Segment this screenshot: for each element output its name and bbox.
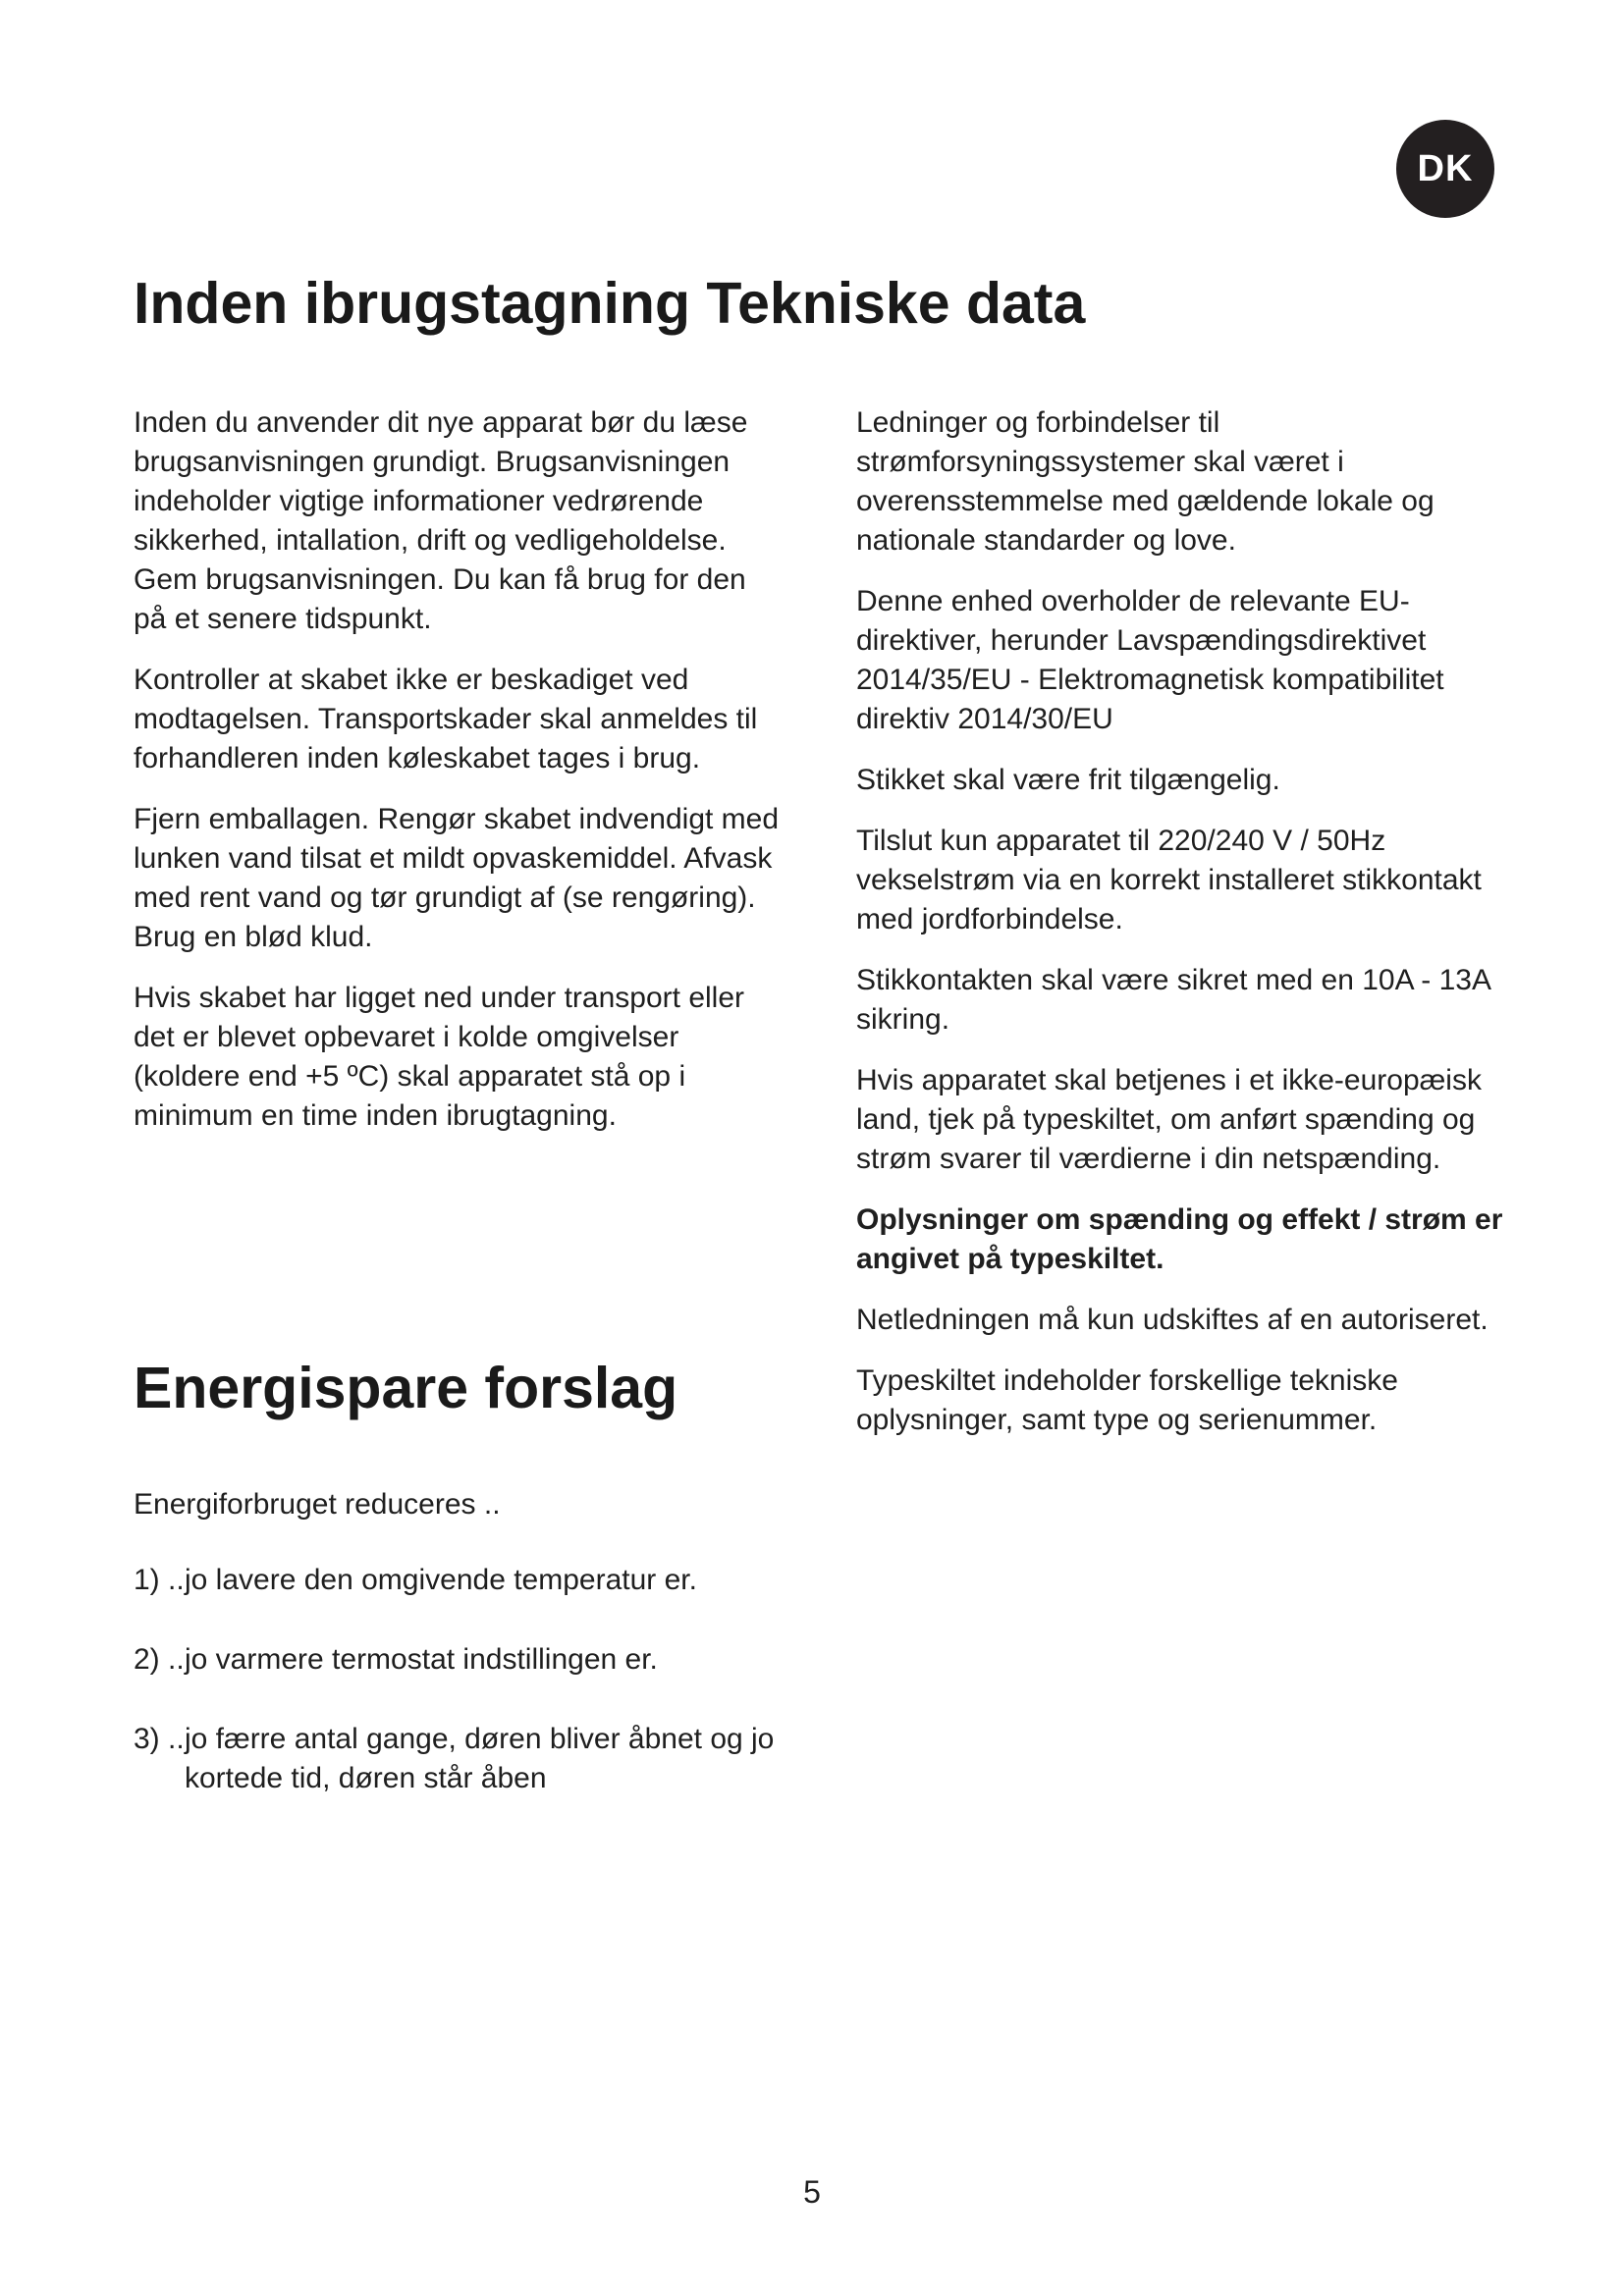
paragraph-plug-accessible: Stikket skal være frit tilgængelig.: [856, 764, 1280, 796]
paragraph-remove-packaging: Fjern emballagen. Rengør skabet indvendigt med lunken vand tilsat et mildt opvaskemiddel. Afvask med rent vand og tør grundigt af (se rengøring). Brug en blød klud.: [134, 803, 780, 953]
left-column: [134, 403, 782, 1157]
list-item-number: 1) ..: [134, 1564, 185, 1596]
paragraph-fuse: Stikkontakten skal være sikret med en 10A - 13A sikring.: [856, 964, 1490, 1036]
paragraph-transport-upright: Hvis skabet har ligget ned under transport eller det er blevet opbevaret i kolde omgivelser (koldere end +5 ºC) skal apparatet stå op i minimum en time inden ibrugtagning.: [134, 982, 745, 1132]
right-column: [856, 403, 1524, 1462]
paragraph-rating-plate-info: Typeskiltet indeholder forskellige tekniske oplysninger, samt type og serienummer.: [856, 1364, 1398, 1436]
list-item: [134, 1640, 821, 1680]
paragraph-check-damage: Kontroller at skabet ikke er beskadiget ved modtagelsen. Transportskader skal anmeldes til forhandleren inden køleskabet tages i brug.: [134, 664, 758, 774]
paragraph-voltage-connection: Tilslut kun apparatet til 220/240 V / 50Hz vekselstrøm via en korrekt installeret stikkontakt med jordforbindelse.: [856, 825, 1482, 935]
paragraph-wiring-standards: Ledninger og forbindelser til strømforsyningssystemer skal været i overensstemmelse med gældende lokale og nationale standarder og love.: [856, 406, 1435, 557]
list-item-text: jo lavere den omgivende temperatur er.: [185, 1564, 697, 1596]
list-item: [134, 1720, 821, 1798]
list-item-text: jo færre antal gange, døren bliver åbnet og jo kortede tid, døren står åben: [185, 1723, 775, 1794]
paragraph-rating-plate-note: Oplysninger om spænding og effekt / strøm er angivet på typeskiltet.: [856, 1203, 1503, 1275]
energy-intro: Energiforbruget reduceres ..: [134, 1488, 501, 1521]
energy-tips-list: [134, 1561, 821, 1798]
paragraph-power-cord: Netledningen må kun udskiftes af en autoriseret.: [856, 1304, 1489, 1336]
paragraph-read-manual: Inden du anvender dit nye apparat bør du læse brugsanvisningen grundigt. Brugsanvisningen indeholder vigtige informationer vedrørende sikkerhed, intallation, drift og vedligeholdelse. Gem brugsanvisningen. Du kan få brug for den på et senere tidspunkt.: [134, 406, 748, 635]
paragraph-eu-directives: Denne enhed overholder de relevante EU-direktiver, herunder Lavspændingsdirektivet 2014/35/EU - Elektromagnetisk kompatibilitet direktiv 2014/30/EU: [856, 585, 1444, 735]
energy-section-title: Energispare forslag: [134, 1356, 678, 1420]
language-badge-dk: DK: [1396, 120, 1494, 218]
list-item: [134, 1561, 821, 1600]
list-item-number: 3) ..: [134, 1723, 185, 1755]
page-number: 5: [803, 2174, 821, 2210]
paragraph-non-european: Hvis apparatet skal betjenes i et ikke-europæisk land, tjek på typeskiltet, om anført spænding og strøm svarer til værdierne i din netspænding.: [856, 1064, 1482, 1175]
energy-section: [134, 1485, 821, 1839]
list-item-text: jo varmere termostat indstillingen er.: [185, 1643, 658, 1676]
page-title: Inden ibrugstagning Tekniske data: [134, 271, 1086, 336]
list-item-number: 2) ..: [134, 1643, 185, 1676]
